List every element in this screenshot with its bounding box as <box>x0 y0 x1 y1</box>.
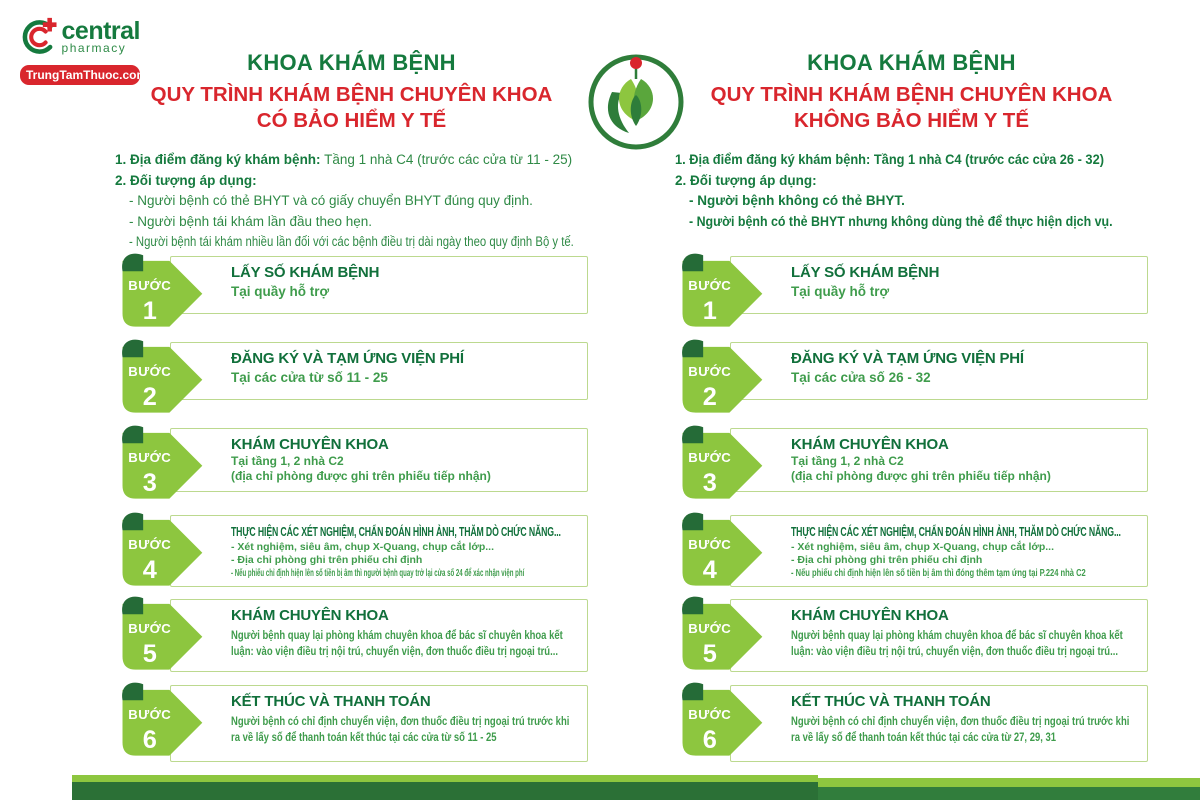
step-title: KHÁM CHUYÊN KHOA <box>231 436 389 453</box>
step-row-2 <box>675 342 1148 412</box>
step-box <box>730 342 1148 400</box>
steps-list <box>675 256 1148 762</box>
step-title: KHÁM CHUYÊN KHOA <box>231 607 389 624</box>
svg-text:BƯỚC: BƯỚC <box>128 364 172 379</box>
step-badge-icon <box>675 337 767 415</box>
step-line: - Xét nghiệm, siêu âm, chụp X-Quang, chụp cắt lớp... <box>791 541 1054 553</box>
step-badge-icon <box>115 251 207 329</box>
step-line: Người bệnh quay lại phòng khám chuyên khoa để bác sĩ chuyên khoa kết luận: vào viện điều trị nội trú, chuyển viện, đơn thuốc điều trị ngoại trú... <box>791 628 1123 658</box>
step-row-4 <box>115 515 588 587</box>
step-line: - Địa chỉ phòng ghi trên phiếu chỉ định <box>231 554 423 566</box>
step-box <box>730 428 1148 492</box>
step-title: KẾT THÚC VÀ THANH TOÁN <box>791 693 991 710</box>
svg-text:BƯỚC: BƯỚC <box>128 621 172 636</box>
svg-text:4: 4 <box>702 556 717 585</box>
step-title: KHÁM CHUYÊN KHOA <box>791 436 949 453</box>
step-row-5 <box>115 599 588 672</box>
step-line: Tại các cửa số 26 - 32 <box>791 370 931 385</box>
info-block <box>675 150 1148 252</box>
step-row-4 <box>675 515 1148 587</box>
svg-text:5: 5 <box>702 640 717 669</box>
step-line: Người bệnh có chỉ định chuyển viện, đơn thuốc điều trị ngoại trú trước khi ra về lấy số để thanh toán kết thúc tại các cửa từ số 11 - 25 <box>231 714 570 744</box>
step-line: Tại tầng 1, 2 nhà C2 <box>791 454 904 468</box>
step-badge-icon <box>675 251 767 329</box>
info-location: 1. Địa điểm đăng ký khám bệnh: Tầng 1 nhà C4 (trước các cửa 26 - 32) <box>675 152 1104 167</box>
info-block <box>115 150 588 252</box>
svg-text:6: 6 <box>142 726 157 755</box>
step-title: KHÁM CHUYÊN KHOA <box>791 607 949 624</box>
info-location: 1. Địa điểm đăng ký khám bệnh: Tầng 1 nhà C4 (trước các cửa từ 11 - 25) <box>115 152 573 167</box>
column-subtitle <box>675 82 1148 134</box>
svg-text:BƯỚC: BƯỚC <box>128 707 172 722</box>
step-line: (địa chỉ phòng được ghi trên phiếu tiếp nhận) <box>231 469 491 483</box>
brand-name: central <box>61 17 140 45</box>
info-subjects-label: 2. Đối tượng áp dụng: <box>675 172 817 188</box>
step-row-6 <box>115 685 588 762</box>
brand-subtitle: pharmacy <box>61 41 127 55</box>
central-pharmacy-c-icon <box>20 14 57 60</box>
svg-text:3: 3 <box>142 469 157 498</box>
step-title: LẤY SỐ KHÁM BỆNH <box>791 264 940 281</box>
step-line: - Nếu phiếu chỉ định hiện lên số tiền bị âm thì người bệnh quay trở lại cửa số 24 để xác nhận viện phí <box>231 567 525 579</box>
svg-text:BƯỚC: BƯỚC <box>688 621 732 636</box>
step-box <box>730 256 1148 314</box>
step-row-2 <box>115 342 588 412</box>
step-title: ĐĂNG KÝ VÀ TẠM ỨNG VIỆN PHÍ <box>231 350 464 367</box>
step-title: LẤY SỐ KHÁM BỆNH <box>231 264 380 281</box>
info-bullet: - Người bệnh tái khám nhiều lần đối với các bệnh điều trị dài ngày theo quy định Bộ y tế. <box>129 234 574 249</box>
svg-text:BƯỚC: BƯỚC <box>688 364 732 379</box>
department-title: KHOA KHÁM BỆNH <box>247 50 456 75</box>
svg-text:1: 1 <box>142 297 157 326</box>
step-box <box>170 515 588 587</box>
step-line: Tại quầy hỗ trợ <box>231 284 330 299</box>
svg-text:1: 1 <box>702 297 717 326</box>
step-title: KẾT THÚC VÀ THANH TOÁN <box>231 693 431 710</box>
step-box <box>170 599 588 672</box>
step-row-5 <box>675 599 1148 672</box>
info-subjects-label: 2. Đối tượng áp dụng: <box>115 172 257 188</box>
step-line: - Xét nghiệm, siêu âm, chụp X-Quang, chụp cắt lớp... <box>231 541 494 553</box>
step-badge-icon <box>115 510 207 588</box>
step-box <box>170 428 588 492</box>
step-row-6 <box>675 685 1148 762</box>
step-row-3 <box>675 428 1148 498</box>
step-title: THỰC HIỆN CÁC XÉT NGHIỆM, CHẨN ĐOÁN HÌNH ẢNH, THĂM DÒ CHỨC NĂNG... <box>231 524 561 539</box>
step-line: Người bệnh có chỉ định chuyển viện, đơn thuốc điều trị ngoại trú trước khi ra về lấy số để thanh toán kết thúc tại các cửa từ 27, 29, 31 <box>791 714 1130 744</box>
svg-text:6: 6 <box>702 726 717 755</box>
footer-band-right-dark <box>818 787 1200 800</box>
step-box <box>170 685 588 762</box>
step-badge-icon <box>115 337 207 415</box>
steps-list <box>115 256 588 762</box>
step-line: Tại các cửa từ số 11 - 25 <box>231 370 388 385</box>
step-line: - Địa chỉ phòng ghi trên phiếu chỉ định <box>791 554 983 566</box>
svg-text:BƯỚC: BƯỚC <box>128 450 172 465</box>
step-row-1 <box>115 256 588 326</box>
brand-website-badge: TrungTamThuoc.com <box>20 65 140 85</box>
step-badge-icon <box>115 594 207 672</box>
department-title: KHOA KHÁM BỆNH <box>807 50 1016 75</box>
subtitle-line-2: CÓ BẢO HIỂM Y TẾ <box>256 109 447 132</box>
svg-text:5: 5 <box>142 640 157 669</box>
column-without-insurance <box>675 50 1148 762</box>
svg-text:BƯỚC: BƯỚC <box>688 278 732 293</box>
step-badge-icon <box>115 680 207 758</box>
step-badge-icon <box>675 680 767 758</box>
svg-text:BƯỚC: BƯỚC <box>688 707 732 722</box>
step-badge-icon <box>675 594 767 672</box>
footer-band-left-light <box>72 775 818 782</box>
step-title: THỰC HIỆN CÁC XÉT NGHIỆM, CHẨN ĐOÁN HÌNH ẢNH, THĂM DÒ CHỨC NĂNG... <box>791 524 1121 539</box>
info-bullet: - Người bệnh có thẻ BHYT và có giấy chuyển BHYT đúng quy định. <box>129 193 533 208</box>
step-box <box>730 515 1148 587</box>
info-bullet: - Người bệnh có thẻ BHYT nhưng không dùng thẻ để thực hiện dịch vụ. <box>689 213 1113 229</box>
step-line: Tại quầy hỗ trợ <box>791 284 890 299</box>
step-box <box>730 685 1148 762</box>
step-line: Tại tầng 1, 2 nhà C2 <box>231 454 344 468</box>
subtitle-line-2: KHÔNG BẢO HIỂM Y TẾ <box>793 109 1030 132</box>
info-bullet: - Người bệnh không có thẻ BHYT. <box>689 193 905 208</box>
step-badge-icon <box>675 510 767 588</box>
column-with-insurance <box>115 50 588 762</box>
step-title: ĐĂNG KÝ VÀ TẠM ỨNG VIỆN PHÍ <box>791 350 1024 367</box>
svg-text:2: 2 <box>702 383 717 412</box>
footer-band-right-light <box>818 778 1200 787</box>
svg-text:BƯỚC: BƯỚC <box>688 450 732 465</box>
step-box <box>170 256 588 314</box>
svg-text:3: 3 <box>702 469 717 498</box>
step-line: - Nếu phiếu chỉ định hiện lên số tiền bị âm thì đóng thêm tạm ứng tại P.224 nhà C2 <box>791 567 1086 579</box>
step-badge-icon <box>675 423 767 501</box>
svg-text:BƯỚC: BƯỚC <box>128 278 172 293</box>
step-row-3 <box>115 428 588 498</box>
subtitle-line-1: QUY TRÌNH KHÁM BỆNH CHUYÊN KHOA <box>150 83 553 106</box>
step-badge-icon <box>115 423 207 501</box>
step-line: Người bệnh quay lại phòng khám chuyên khoa để bác sĩ chuyên khoa kết luận: vào viện điều trị nội trú, chuyển viện, đơn thuốc điều trị ngoại trú... <box>231 628 563 658</box>
subtitle-line-1: QUY TRÌNH KHÁM BỆNH CHUYÊN KHOA <box>710 83 1113 106</box>
info-bullet: - Người bệnh tái khám lần đầu theo hẹn. <box>129 213 373 229</box>
svg-text:2: 2 <box>142 383 157 412</box>
column-subtitle <box>115 82 588 134</box>
step-box <box>170 342 588 400</box>
step-line: (địa chỉ phòng được ghi trên phiếu tiếp nhận) <box>791 469 1051 483</box>
step-row-1 <box>675 256 1148 326</box>
svg-text:BƯỚC: BƯỚC <box>128 537 172 552</box>
svg-text:4: 4 <box>142 556 157 585</box>
step-box <box>730 599 1148 672</box>
svg-text:BƯỚC: BƯỚC <box>688 537 732 552</box>
footer-band-left-dark <box>72 782 818 800</box>
hospital-emblem-icon <box>586 48 686 152</box>
